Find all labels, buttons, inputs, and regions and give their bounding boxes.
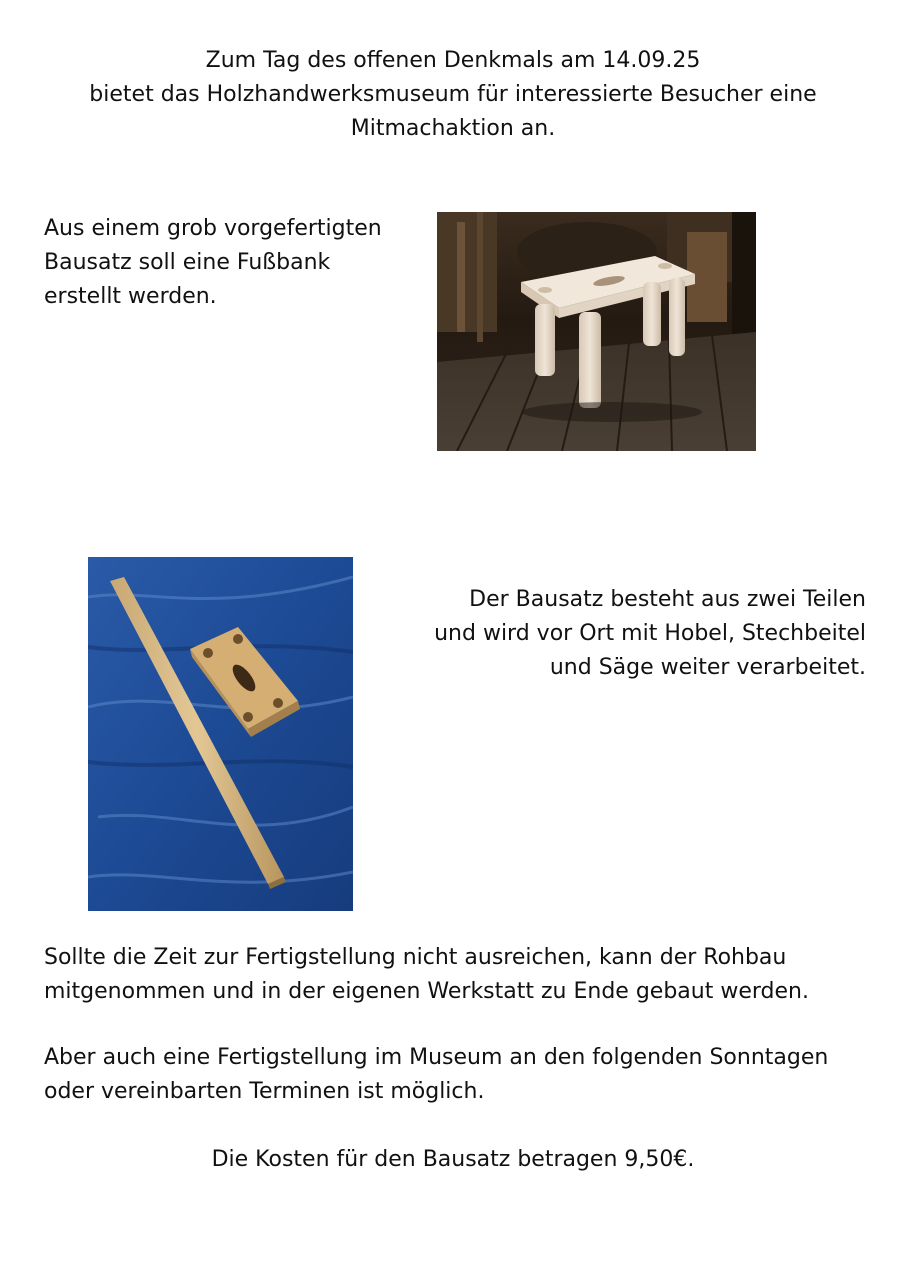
intro-line-3: erstellt werden. <box>44 284 217 309</box>
flyer-heading <box>40 44 866 146</box>
kit-description <box>400 583 866 685</box>
museum-line-2: oder vereinbarten Terminen ist möglich. <box>44 1079 485 1104</box>
museum-line-1: Aber auch eine Fertigstellung im Museum an den folgenden Sonntagen <box>44 1045 829 1070</box>
heading-line-1: Zum Tag des offenen Denkmals am 14.09.25 <box>205 48 701 73</box>
intro-line-1: Aus einem grob vorgefertigten <box>44 216 382 241</box>
intro-paragraph <box>44 212 424 314</box>
cost-text: Die Kosten für den Bausatz betragen 9,50€. <box>211 1147 695 1172</box>
heading-line-2: bietet das Holzhandwerksmuseum für interessierte Besucher eine <box>89 82 817 107</box>
unfinished-paragraph <box>44 941 884 1009</box>
intro-line-2: Bausatz soll eine Fußbank <box>44 250 331 275</box>
kit-photo <box>88 557 353 911</box>
kit-line-3: und Säge weiter verarbeitet. <box>549 655 866 680</box>
heading-line-3: Mitmachaktion an. <box>350 116 556 141</box>
kit-line-2: und wird vor Ort mit Hobel, Stechbeitel <box>434 621 866 646</box>
footstool-photo <box>437 212 756 451</box>
unfinished-line-2: mitgenommen und in der eigenen Werkstatt zu Ende gebaut werden. <box>44 979 809 1004</box>
kit-line-1: Der Bausatz besteht aus zwei Teilen <box>469 587 866 612</box>
unfinished-line-1: Sollte die Zeit zur Fertigstellung nicht ausreichen, kann der Rohbau <box>44 945 787 970</box>
museum-paragraph <box>44 1041 884 1109</box>
